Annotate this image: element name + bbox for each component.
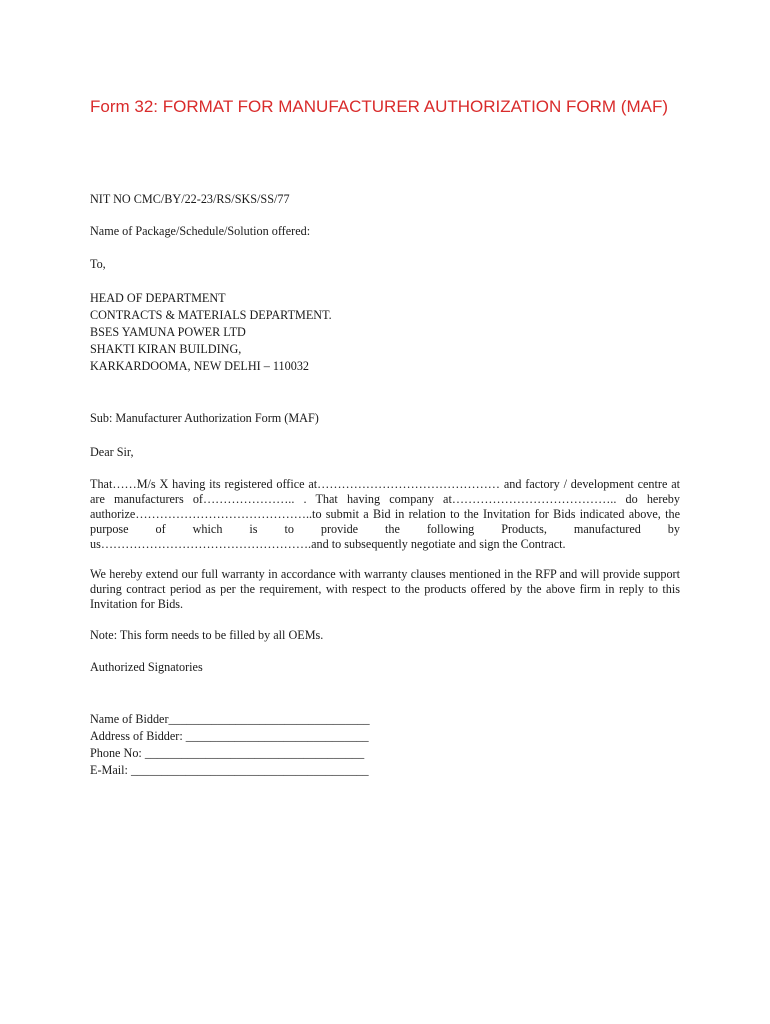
address-line: BSES YAMUNA POWER LTD <box>90 325 246 339</box>
salutation: Dear Sir, <box>90 445 134 459</box>
signatories-line: Authorized Signatories <box>90 660 203 674</box>
address-line: KARKARDOOMA, NEW DELHI – 110032 <box>90 359 310 373</box>
note-line: Note: This form needs to be filled by all OEMs. <box>90 628 324 642</box>
to-line: To, <box>90 257 106 271</box>
nit-number: NIT NO CMC/BY/22-23/RS/SKS/SS/77 <box>90 192 290 206</box>
package-line: Name of Package/Schedule/Solution offered: <box>90 224 311 238</box>
address-line: HEAD OF DEPARTMENT <box>90 291 226 305</box>
subject-line: Sub: Manufacturer Authorization Form (MAF) <box>90 411 319 425</box>
name-of-bidder-field: Name of Bidder_________________________________ <box>90 712 370 726</box>
recipient-address <box>90 290 332 375</box>
warranty-paragraph: We hereby extend our full warranty in accordance with warranty clauses mentioned in the RFP and will provide support during contract period as per the requirement, with respect to the products offered by the above firm in reply to this Invitation for Bids. <box>90 567 680 611</box>
address-of-bidder-field: Address of Bidder: ______________________________ <box>90 729 369 743</box>
phone-no-field: Phone No: ____________________________________ <box>90 746 365 760</box>
email-field: E-Mail: _______________________________________ <box>90 763 369 777</box>
bidder-fields <box>90 711 370 779</box>
address-line: CONTRACTS & MATERIALS DEPARTMENT. <box>90 308 332 322</box>
address-line: SHAKTI KIRAN BUILDING, <box>90 342 242 356</box>
form-title: Form 32: FORMAT FOR MANUFACTURER AUTHORIZATION FORM (MAF) <box>90 97 668 116</box>
authorization-text: That……M/s X having its registered office at……………………………………… and factory / development centre at are manufacturers of………………….. . That having company at………………………………….. do hereby authorize……………………………………..to submit a Bid in relation to the Invitation for Bids indicated above, the purpose of which is to provide the following Products, manufactured by <box>90 477 680 536</box>
authorization-text-end: us…………………………………………….and to subsequently negotiate and sign the Contract. <box>90 537 566 551</box>
authorization-paragraph <box>90 477 680 552</box>
